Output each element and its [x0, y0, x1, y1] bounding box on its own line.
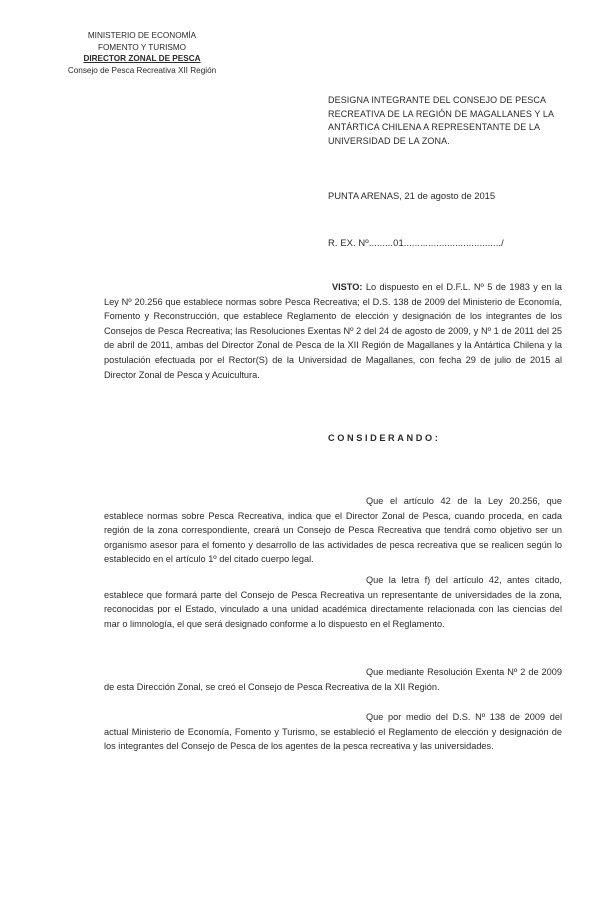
visto-text: Lo dispuesto en el D.F.L. Nº 5 de 1983 y en la Ley Nº 20.256 que establece normas sobre Pesca Recreativa; el D.S. 138 de 2009 del Ministerio de Economía, Fomento y Reconstrucción, que establece Reglamento de elección y designación de los integrantes de los Consejos de Pesca Recreativa; las Resoluciones Exentas Nº 2 del 24 de agosto de 2009, y Nº 1 de 2011 del 25 de abril de 2011, ambas del Director Zonal de Pesca de la XII Región de Magallanes y la Antártica Chilena y la postulación efectuada por el Rector(S) de la Universidad de Magallanes, con fecha 29 de julio de 2015 al Director Zonal de Pesca y Acuicultura. [104, 282, 562, 380]
considerando-paragraph-4 [104, 710, 562, 754]
letterhead-council: Consejo de Pesca Recreativa XII Región [67, 65, 217, 75]
resolution-subject: DESIGNA INTEGRANTE DEL CONSEJO DE PESCA RECREATIVA DE LA REGIÓN DE MAGALLANES Y LA ANTÁRTICA CHILENA A REPRESENTANTE DE LA UNIVERSIDAD DE LA ZONA. [328, 95, 554, 146]
visto-paragraph [104, 280, 562, 382]
letterhead-director: DIRECTOR ZONAL DE PESCA [83, 54, 201, 63]
paragraph-text: Que mediante Resolución Exenta Nº 2 de 2009 de esta Dirección Zonal, se creó el Consejo de Pesca Recreativa de la XII Región. [104, 667, 562, 692]
considerando-paragraph-3 [104, 665, 562, 694]
considerando-heading: CONSIDERANDO: [328, 433, 441, 443]
letterhead [62, 30, 222, 76]
letterhead-ministry: MINISTERIO DE ECONOMÍA [87, 31, 197, 40]
resolution-number: R. EX. Nº.........01..................................../ [328, 237, 504, 248]
paragraph-text: Que por medio del D.S. Nº 138 de 2009 del actual Ministerio de Economía, Fomento y Turismo, se estableció el Reglamento de elección y designación de los integrantes del Consejo de Pesca de los agentes de la pesca recreativa y las universidades. [104, 712, 562, 752]
visto-label: VISTO: [332, 282, 363, 292]
paragraph-text: Que el artículo 42 de la Ley 20.256, que establece normas sobre Pesca Recreativa, indica que el Director Zonal de Pesca, cuando proceda, en cada región de la zona correspondiente, creará un Consejo de Pesca Recreativa que tendrá como objetivo ser un organismo asesor para el fomento y desarrollo de las actividades de pesca recreativa que se realicen según lo establecido en el artículo 1º del citado cuerpo legal. [104, 496, 562, 565]
considerando-paragraph-1 [104, 494, 562, 567]
resolution-date: PUNTA ARENAS, 21 de agosto de 2015 [328, 190, 496, 201]
letterhead-subministry: FOMENTO Y TURISMO [97, 42, 187, 52]
paragraph-text: Que la letra f) del artículo 42, antes citado, establece que formará parte del Consejo de Pesca Recreativa un representante de universidades de la zona, reconocidas por el Estado, vinculado a una unidad académica directamente relacionada con las ciencias del mar o limnología, el que será designado conforme a lo dispuesto en el Reglamento. [104, 575, 562, 629]
considerando-paragraph-2 [104, 573, 562, 631]
